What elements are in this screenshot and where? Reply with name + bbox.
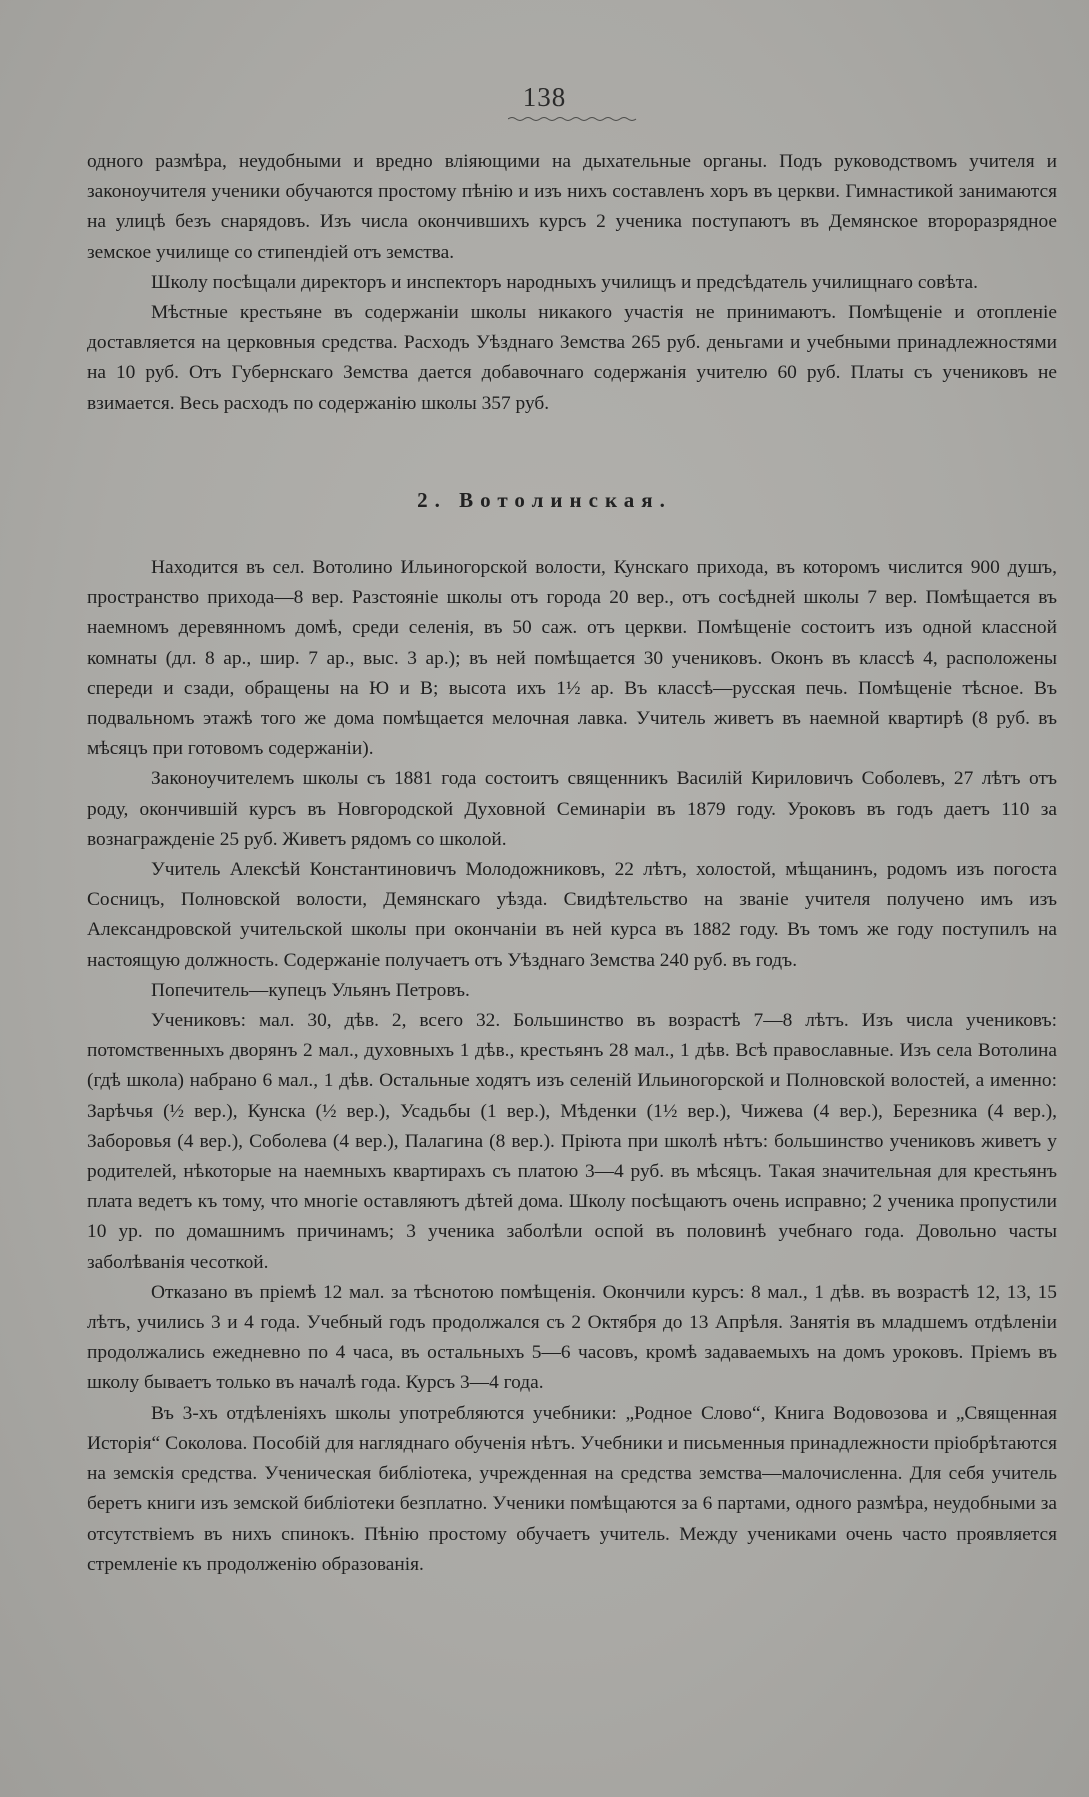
page-number-ornament	[508, 116, 638, 122]
page-number: 138	[522, 82, 567, 112]
paragraph: Въ 3-хъ отдѣленіяхъ школы употребляются учебники: „Родное Слово“, Книга Водовозова и „Священная Исторія“ Соколова. Пособій для нагляднаго обученія нѣтъ. Учебники и письменныя принадлежности пріобрѣтаются на земскія средства. Ученическая библіотека, учрежденная на средства земства—малочисленна. Для себя учитель беретъ книги изъ земской библіотеки безплатно. Ученики помѣщаются за 6 партами, одного размѣра, неудобными за отсутствіемъ въ нихъ спинокъ. Пѣнію простому обучаетъ учитель. Между учениками очень часто проявляется стремленіе къ продолженію образованія.	[87, 1402, 1057, 1575]
paragraph: Учениковъ: мал. 30, дѣв. 2, всего 32. Большинство въ возрастѣ 7—8 лѣтъ. Изъ числа учениковъ: потомственныхъ дворянъ 2 мал., духовныхъ 1 дѣв., крестьянъ 28 мал., 1 дѣв. Всѣ православные. Изъ села Вотолина (гдѣ школа) набрано 6 мал., 1 дѣв. Остальные ходятъ изъ селеній Ильиногорской и Полновской волостей, а именно: Зарѣчья (½ вер.), Кунска (½ вер.), Усадьбы (1 вер.), Мѣденки (1½ вер.), Чижева (4 вер.), Березника (4 вер.), Заборовья (4 вер.), Соболева (4 вер.), Палагина (8 вер.). Пріюта при школѣ нѣтъ: большинство учениковъ живетъ у родителей, нѣкоторые на наемныхъ квартирахъ съ платою 3—4 руб. въ мѣсяцъ. Такая значительная для крестьянъ плата ведетъ къ тому, что многіе оставляютъ дѣтей дома. Школу посѣщаютъ очень исправно; 2 ученика пропустили 10 ур. по домашнимъ причинамъ; 3 ученика заболѣли оспой въ половинѣ учебнаго года. Довольно часты заболѣванія чесоткой.	[87, 1010, 1057, 1273]
paragraph: Отказано въ пріемѣ 12 мал. за тѣснотою помѣщенія. Окончили курсъ: 8 мал., 1 дѣв. въ возрастѣ 12, 13, 15 лѣтъ, учились 3 и 4 года. Учебный годъ продолжался съ 2 Октября до 13 Апрѣля. Занятія въ младшемъ отдѣленіи продолжались ежедневно по 4 часа, въ остальныхъ 5—6 часовъ, кромѣ задаваемыхъ на домъ уроковъ. Пріемъ въ школу бываетъ только въ началѣ года. Курсъ 3—4 года.	[87, 1281, 1057, 1394]
section-title: 2. Вотолинская.	[417, 488, 672, 512]
paragraph: Учитель Алексѣй Константиновичъ Молодожниковъ, 22 лѣтъ, холостой, мѣщанинъ, родомъ изъ погоста Сосницъ, Полновской волости, Демянскаго уѣзда. Свидѣтельство на званіе учителя получено имъ изъ Александровской учительской школы при окончаніи въ ней курса въ 1882 году. Въ томъ же году поступилъ на настоящую должность. Содержаніе получаетъ отъ Уѣзднаго Земства 240 руб. въ годъ.	[87, 859, 1057, 971]
paragraph: Мѣстные крестьяне въ содержаніи школы никакого участія не принимаютъ. Помѣщеніе и отопленіе доставляется на церковныя средства. Расходъ Уѣзднаго Земства 265 руб. деньгами и учебными принадлежностями на 10 руб. Отъ Губернскаго Земства дается добавочнаго содержанія учителю 60 руб. Платы съ учениковъ не взимается. Весь расходъ по содержанію школы 357 руб.	[87, 302, 1057, 414]
paragraph: Попечитель—купецъ Ульянъ Петровъ.	[151, 979, 470, 1001]
paragraph: Школу посѣщали директоръ и инспекторъ народныхъ училищъ и предсѣдатель училищнаго совѣта.	[151, 271, 978, 293]
section-2-text	[87, 553, 1057, 1580]
paragraph: одного размѣра, неудобными и вредно вліяющими на дыхательные органы. Подъ руководствомъ учителя и законоучителя ученики обучаются простому пѣнію и изъ нихъ составленъ хоръ въ церкви. Гимнастикой занимаются на улицѣ безъ снарядовъ. Изъ числа окончившихъ курсъ 2 ученика поступаютъ въ Демянское второразрядное земское училище со стипендіей отъ земства.	[87, 151, 1057, 263]
paragraph: Законоучителемъ школы съ 1881 года состоитъ священникъ Василій Кириловичъ Соболевъ, 27 лѣтъ отъ роду, окончившій курсъ въ Новгородской Духовной Семинаріи въ 1879 году. Уроковъ въ годъ даетъ 110 за вознагражденіе 25 руб. Живетъ рядомъ со школой.	[87, 768, 1057, 850]
paragraph: Находится въ сел. Вотолино Ильиногорской волости, Кунскаго прихода, въ которомъ числится 900 душъ, пространство прихода—8 вер. Разстояніе школы отъ города 20 вер., отъ сосѣдней школы 7 вер. Помѣщается въ наемномъ деревянномъ домѣ, среди селенія, въ 50 саж. отъ церкви. Помѣщеніе состоитъ изъ одной классной комнаты (дл. 8 ар., шир. 7 ар., выс. 3 ар.); въ ней помѣщается 30 учениковъ. Оконъ въ классѣ 4, расположены спереди и сзади, обращены на Ю и В; высота ихъ 1½ ар. Въ классѣ—русская печь. Помѣщеніе тѣсное. Въ подвальномъ этажѣ того же дома помѣщается мелочная лавка. Учитель живетъ въ наемной квартирѣ (8 руб. въ мѣсяцъ при готовомъ содержаніи).	[87, 557, 1057, 760]
section-1-text	[87, 147, 1057, 419]
